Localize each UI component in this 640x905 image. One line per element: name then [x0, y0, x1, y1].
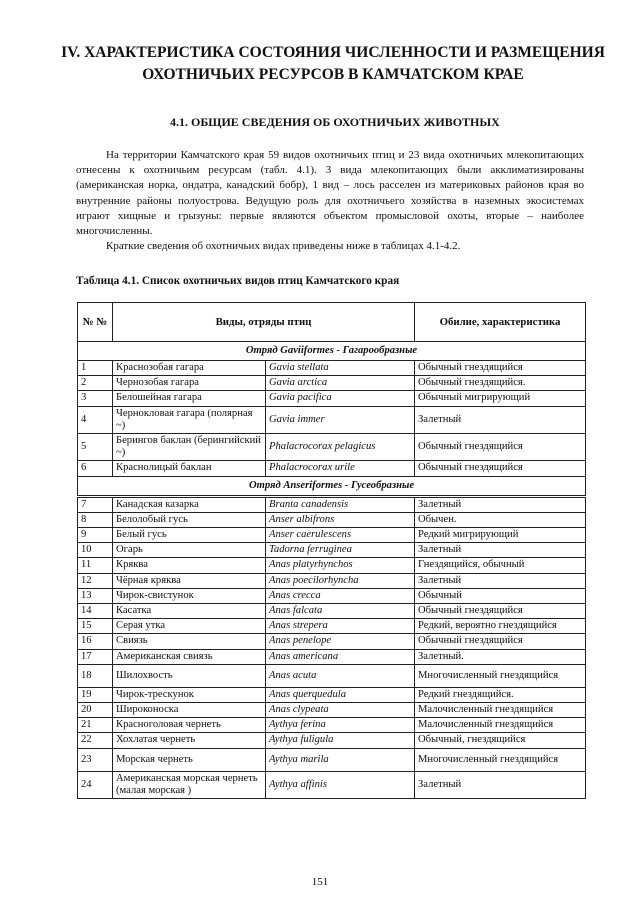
row-number: 17 — [78, 649, 113, 664]
species-abundance: Обычный, гнездящийся — [415, 733, 586, 748]
table-body — [78, 342, 586, 799]
row-number: 14 — [78, 604, 113, 619]
row-number: 24 — [78, 771, 113, 798]
table-row — [78, 604, 586, 619]
table-row — [78, 649, 586, 664]
species-latin-name: Anas poecilorhyncha — [266, 573, 415, 588]
page-number: 151 — [311, 876, 329, 888]
species-abundance: Обычный гнездящийся — [415, 461, 586, 476]
table-row — [78, 461, 586, 476]
species-abundance: Редкий, вероятно гнездящийся — [415, 619, 586, 634]
species-latin-name: Gavia arctica — [266, 376, 415, 391]
species-latin-name: Gavia immer — [266, 406, 415, 433]
species-abundance: Редкий мигрирующий — [415, 528, 586, 543]
row-number: 4 — [78, 406, 113, 433]
species-name: Чернозобая гагара — [113, 376, 266, 391]
table-row — [78, 512, 586, 527]
species-latin-name: Gavia pacifica — [266, 391, 415, 406]
species-latin-name: Anas strepera — [266, 619, 415, 634]
species-abundance: Обычен. — [415, 512, 586, 527]
species-name: Хохлатая чернеть — [113, 733, 266, 748]
table-row — [78, 733, 586, 748]
species-name: Морская чернеть — [113, 748, 266, 771]
header-name: Виды, отряды птиц — [113, 303, 415, 342]
table-row — [78, 687, 586, 702]
row-number: 23 — [78, 748, 113, 771]
species-name: Чирок-трескунок — [113, 687, 266, 702]
species-name: Чирок-свистунок — [113, 588, 266, 603]
species-abundance: Обычный гнездящийся — [415, 434, 586, 461]
row-number: 11 — [78, 558, 113, 573]
species-latin-name: Tadorna ferruginea — [266, 543, 415, 558]
species-abundance: Гнездящийся, обычный — [415, 558, 586, 573]
species-latin-name: Phalacrocorax urile — [266, 461, 415, 476]
species-abundance: Залетный — [415, 771, 586, 798]
chapter-title: IV. ХАРАКТЕРИСТИКА СОСТОЯНИЯ ЧИСЛЕННОСТИ И РАЗМЕЩЕНИЯ ОХОТНИЧЬИХ РЕСУРСОВ В КАМЧАТСКОМ КРАЕ — [61, 44, 605, 83]
species-latin-name: Anas clypeata — [266, 703, 415, 718]
species-abundance: Обычный гнездящийся — [415, 361, 586, 376]
species-abundance: Малочисленный гнездящийся — [415, 718, 586, 733]
species-latin-name: Anas crecca — [266, 588, 415, 603]
species-abundance: Обычный мигрирующий — [415, 391, 586, 406]
species-name: Чёрная кряква — [113, 573, 266, 588]
table-header-row — [78, 303, 586, 342]
species-name: Серая утка — [113, 619, 266, 634]
row-number: 8 — [78, 512, 113, 527]
species-abundance: Многочисленный гнездящийся — [415, 664, 586, 687]
species-name: Широконоска — [113, 703, 266, 718]
species-latin-name: Aythya ferina — [266, 718, 415, 733]
species-latin-name: Gavia stellata — [266, 361, 415, 376]
paragraph-2: Краткие сведения об охотничьих видах приведены ниже в таблицах 4.1-4.2. — [106, 240, 461, 253]
table-row — [78, 391, 586, 406]
intro-text — [76, 148, 584, 254]
table-row — [78, 361, 586, 376]
species-name: Чернокловая гагара (полярная ~) — [113, 406, 266, 433]
row-number: 12 — [78, 573, 113, 588]
species-name: Красноголовая чернеть — [113, 718, 266, 733]
species-name: Белолобый гусь — [113, 512, 266, 527]
species-name: Шилохвость — [113, 664, 266, 687]
row-number: 16 — [78, 634, 113, 649]
table-row — [78, 718, 586, 733]
header-abundance: Обилие, характеристика — [415, 303, 586, 342]
species-name: Краснозобая гагара — [113, 361, 266, 376]
species-latin-name: Aythya fuligula — [266, 733, 415, 748]
table-row — [78, 619, 586, 634]
table-row — [78, 496, 586, 512]
table-row — [78, 664, 586, 687]
order-row — [78, 342, 586, 361]
species-abundance: Залетный — [415, 573, 586, 588]
order-label: Отряд Anseriformes - Гусеобразные — [78, 476, 586, 496]
bird-species-table — [77, 302, 586, 799]
species-latin-name: Anas penelope — [266, 634, 415, 649]
species-abundance: Залетный — [415, 406, 586, 433]
species-name: Кряква — [113, 558, 266, 573]
species-abundance: Залетный — [415, 496, 586, 512]
row-number: 13 — [78, 588, 113, 603]
species-abundance: Залетный — [415, 543, 586, 558]
species-name: Берингов баклан (берингийский ~) — [113, 434, 266, 461]
section-title: 4.1. ОБЩИЕ СВЕДЕНИЯ ОБ ОХОТНИЧЬИХ ЖИВОТНЫХ — [170, 115, 500, 129]
species-name: Американская морская чернеть (малая морская ) — [113, 771, 266, 798]
paragraph-1: На территории Камчатского края 59 видов охотничьих птиц и 23 вида охотничьих млекопитающих отнесены к охотничьим ресурсам (табл. 4.1). 3 вида млекопитающих были акклиматизированы (американская норка, ондатра, канадский бобр), 1 вид – лось расселен из материковых районов края во внутренние районы полуострова. Ведущую роль для охотничьего хозяйства в наземных экосистемах играют хищные и грызуны: первые являются объектом промысловой охоты, вторые – наиболее многочисленны. — [76, 149, 584, 238]
species-latin-name: Aythya marila — [266, 748, 415, 771]
row-number: 15 — [78, 619, 113, 634]
species-abundance: Многочисленный гнездящийся — [415, 748, 586, 771]
species-latin-name: Anas querquedula — [266, 687, 415, 702]
row-number: 6 — [78, 461, 113, 476]
species-abundance: Залетный. — [415, 649, 586, 664]
table-row — [78, 588, 586, 603]
table-row — [78, 543, 586, 558]
species-name: Касатка — [113, 604, 266, 619]
row-number: 20 — [78, 703, 113, 718]
table-row — [78, 558, 586, 573]
order-label: Отряд Gaviiformes - Гагарообразные — [78, 342, 586, 361]
row-number: 2 — [78, 376, 113, 391]
species-abundance: Обычный гнездящийся. — [415, 376, 586, 391]
species-name: Белошейная гагара — [113, 391, 266, 406]
species-abundance: Обычный гнездящийся — [415, 634, 586, 649]
species-latin-name: Aythya affinis — [266, 771, 415, 798]
row-number: 3 — [78, 391, 113, 406]
table-row — [78, 573, 586, 588]
table-row — [78, 771, 586, 798]
species-name: Свиязь — [113, 634, 266, 649]
table-row — [78, 748, 586, 771]
species-latin-name: Anas acuta — [266, 664, 415, 687]
species-latin-name: Anser caerulescens — [266, 528, 415, 543]
row-number: 22 — [78, 733, 113, 748]
species-latin-name: Anas falcata — [266, 604, 415, 619]
row-number: 10 — [78, 543, 113, 558]
species-latin-name: Anas americana — [266, 649, 415, 664]
species-abundance: Обычный — [415, 588, 586, 603]
species-abundance: Малочисленный гнездящийся — [415, 703, 586, 718]
species-abundance: Обычный гнездящийся — [415, 604, 586, 619]
row-number: 21 — [78, 718, 113, 733]
row-number: 9 — [78, 528, 113, 543]
table-row — [78, 703, 586, 718]
table-row — [78, 434, 586, 461]
table-row — [78, 528, 586, 543]
species-latin-name: Anser albifrons — [266, 512, 415, 527]
table-row — [78, 634, 586, 649]
species-name: Американская свиязь — [113, 649, 266, 664]
species-latin-name: Phalacrocorax pelagicus — [266, 434, 415, 461]
row-number: 19 — [78, 687, 113, 702]
species-latin-name: Branta canadensis — [266, 496, 415, 512]
row-number: 18 — [78, 664, 113, 687]
species-name: Огарь — [113, 543, 266, 558]
table-caption: Таблица 4.1. Список охотничьих видов птиц Камчатского края — [76, 275, 400, 287]
table-row — [78, 376, 586, 391]
table-row — [78, 406, 586, 433]
order-row — [78, 476, 586, 496]
row-number: 7 — [78, 496, 113, 512]
species-name: Канадская казарка — [113, 496, 266, 512]
row-number: 5 — [78, 434, 113, 461]
species-name: Белый гусь — [113, 528, 266, 543]
header-num: № № — [78, 303, 113, 342]
species-abundance: Редкий гнездящийся. — [415, 687, 586, 702]
species-latin-name: Anas platyrhynchos — [266, 558, 415, 573]
row-number: 1 — [78, 361, 113, 376]
species-name: Краснолицый баклан — [113, 461, 266, 476]
